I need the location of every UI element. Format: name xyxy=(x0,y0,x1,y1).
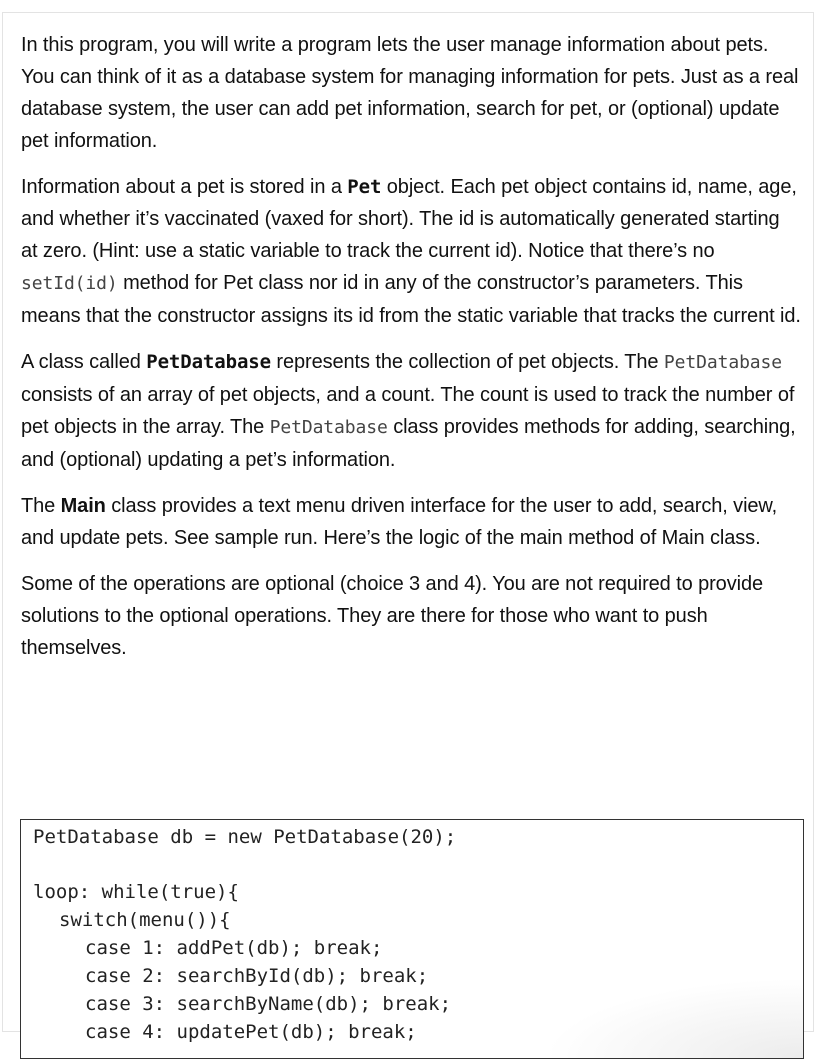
paragraph-pet-object: Information about a pet is stored in a Pet object. Each pet object contains id, name, age, and whether it’s vaccinated (vaxed for short). The id is automatically generated starting at zero. (Hint: use a static variable to track the current id). Notice that there’s no setId(id) method for Pet class nor id in any of the constructor’s parameters. This means that the constructor assigns its id from the static variable that tracks the current id. xyxy=(21,176,801,327)
document-page xyxy=(2,12,814,1043)
code-line-3: switch(menu()){ xyxy=(59,909,231,931)
code-petdatabase: PetDatabase xyxy=(146,351,271,373)
code-blank-line xyxy=(33,851,791,878)
code-line-5: case 2: searchById(db); break; xyxy=(85,965,429,987)
paragraph-intro: In this program, you will write a program lets the user manage information about pets. You can think of it as a database system for managing information for pets. Just as a real database system, the user can add pet information, search for pet, or (optional) update pet information. xyxy=(21,34,799,152)
code-block xyxy=(20,819,804,1059)
code-pet: Pet xyxy=(347,176,382,198)
paragraph-main-class: The Main class provides a text menu driven interface for the user to add, search, view, and update pets. See sample run. Here’s the logic of the main method of Main class. xyxy=(21,495,778,549)
code-line-6: case 3: searchByName(db); break; xyxy=(85,993,452,1015)
code-line-1: PetDatabase db = new PetDatabase(20); xyxy=(33,826,457,848)
code-line-4: case 1: addPet(db); break; xyxy=(85,937,383,959)
paragraph-optional: Some of the operations are optional (choice 3 and 4). You are not required to provide solutions to the optional operations. They are there for those who want to push themselves. xyxy=(21,573,763,659)
code-line-2: loop: while(true){ xyxy=(33,881,239,903)
main-class-name: Main xyxy=(60,495,106,517)
code-petdatabase-3: PetDatabase xyxy=(269,417,388,438)
document-body xyxy=(21,29,801,678)
code-petdatabase-2: PetDatabase xyxy=(663,352,783,373)
paragraph-pet-database: A class called PetDatabase represents the collection of pet objects. The PetDatabase consists of an array of pet objects, and a count. The count is used to track the number of pet objects in the array. The PetDatabase class provides methods for adding, searching, and (optional) updating a pet’s information. xyxy=(21,351,796,471)
code-setid: setId(id) xyxy=(21,273,118,294)
code-line-7: case 4: updatePet(db); break; xyxy=(85,1021,417,1043)
